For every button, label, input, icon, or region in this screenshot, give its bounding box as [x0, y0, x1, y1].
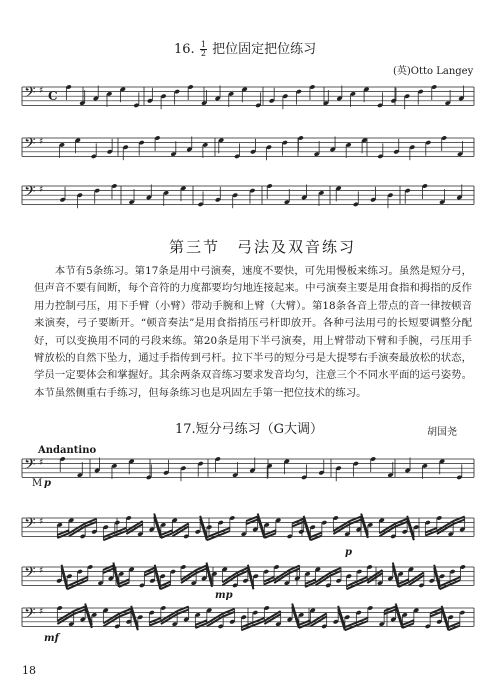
note-beam [200, 516, 207, 537]
note-beam [62, 565, 68, 586]
bass-clef-icon: 𝄢 [24, 605, 36, 626]
dynamic-mark-3: mp [215, 590, 233, 601]
exercise-16-number: 16. [174, 42, 195, 57]
bass-clef-icon: 𝄢 [24, 515, 36, 536]
sharp-icon: ♯ [39, 607, 44, 617]
body-text [34, 263, 472, 402]
fraction-denominator: 2 [200, 49, 206, 58]
sharp-icon: ♯ [39, 137, 44, 147]
bass-clef-icon: 𝄢 [24, 564, 36, 585]
exercise-17-composer: 胡国尧 [427, 427, 457, 438]
dynamic-mark-2: p [345, 547, 352, 558]
exercise-16-composer: (英)Otto Langey [393, 66, 474, 77]
common-time-icon: C [48, 89, 58, 103]
note-beam [407, 516, 414, 537]
sharp-icon: ♯ [39, 517, 44, 527]
body-paragraph: 本节有5条练习。第17条是用中弓演奏，速度不要快，可先用慢板来练习。虽然是短分弓，但声音不要有间断，每个音符的力度都要均匀地连接起来。中弓演奏主要是用食指和拇指的反作用力控制弓压，用下手臂（小臂）带动手腕和上臂（大臂）。第18条各音上带点的音一律按顿音来演奏，弓子要断开。“顿音奏法”是用食指捎压弓杆即放开。各种弓法用弓的长短要调整分配好，可以变换用不同的弓段来练。第20条是用下半弓演奏，用上臂带动下臂和手腕，弓压用手臂放松的自然下坠力，通过手指传到弓杆。拉下半弓的短分弓是大提琴右手演奏最放松的状态，学员一定要体会和掌握好。其余两条双音练习要求发音均匀，注意三个不同水平面的运弓姿势。本节虽然侧重右手练习，但每条练习也是巩固左手第一把位技术的练习。 [34, 265, 472, 399]
note-beam [434, 565, 440, 586]
dynamic-mark-1: p [44, 478, 51, 489]
note-beam [248, 565, 254, 586]
sharp-icon: ♯ [39, 566, 44, 576]
note-beam [338, 606, 345, 627]
bass-clef-icon: 𝄢 [24, 183, 36, 204]
sharp-icon: ♯ [39, 185, 44, 195]
bass-clef-icon: 𝄢 [24, 84, 36, 105]
note-beam [155, 565, 161, 586]
bow-mark: M [32, 478, 43, 489]
exercise-17-title: 17.短分弓练习（G大调） [175, 422, 324, 437]
bass-clef-icon: 𝄢 [24, 135, 36, 156]
sharp-icon: ♯ [39, 458, 44, 468]
note-beam [304, 516, 311, 537]
section-heading: 第三节 弓法及双音练习 [169, 238, 357, 256]
dynamic-mark-4: mf [44, 633, 59, 644]
tempo-marking: Andantino [38, 445, 97, 456]
exercise-16-title-text: 把位固定把位练习 [212, 42, 317, 57]
fraction-numerator: 1 [200, 40, 206, 49]
note-beam [131, 606, 138, 627]
page-number: 18 [22, 664, 36, 677]
bass-clef-icon: 𝄢 [24, 456, 36, 477]
sharp-icon: ♯ [39, 86, 44, 96]
note-beam [442, 606, 449, 627]
